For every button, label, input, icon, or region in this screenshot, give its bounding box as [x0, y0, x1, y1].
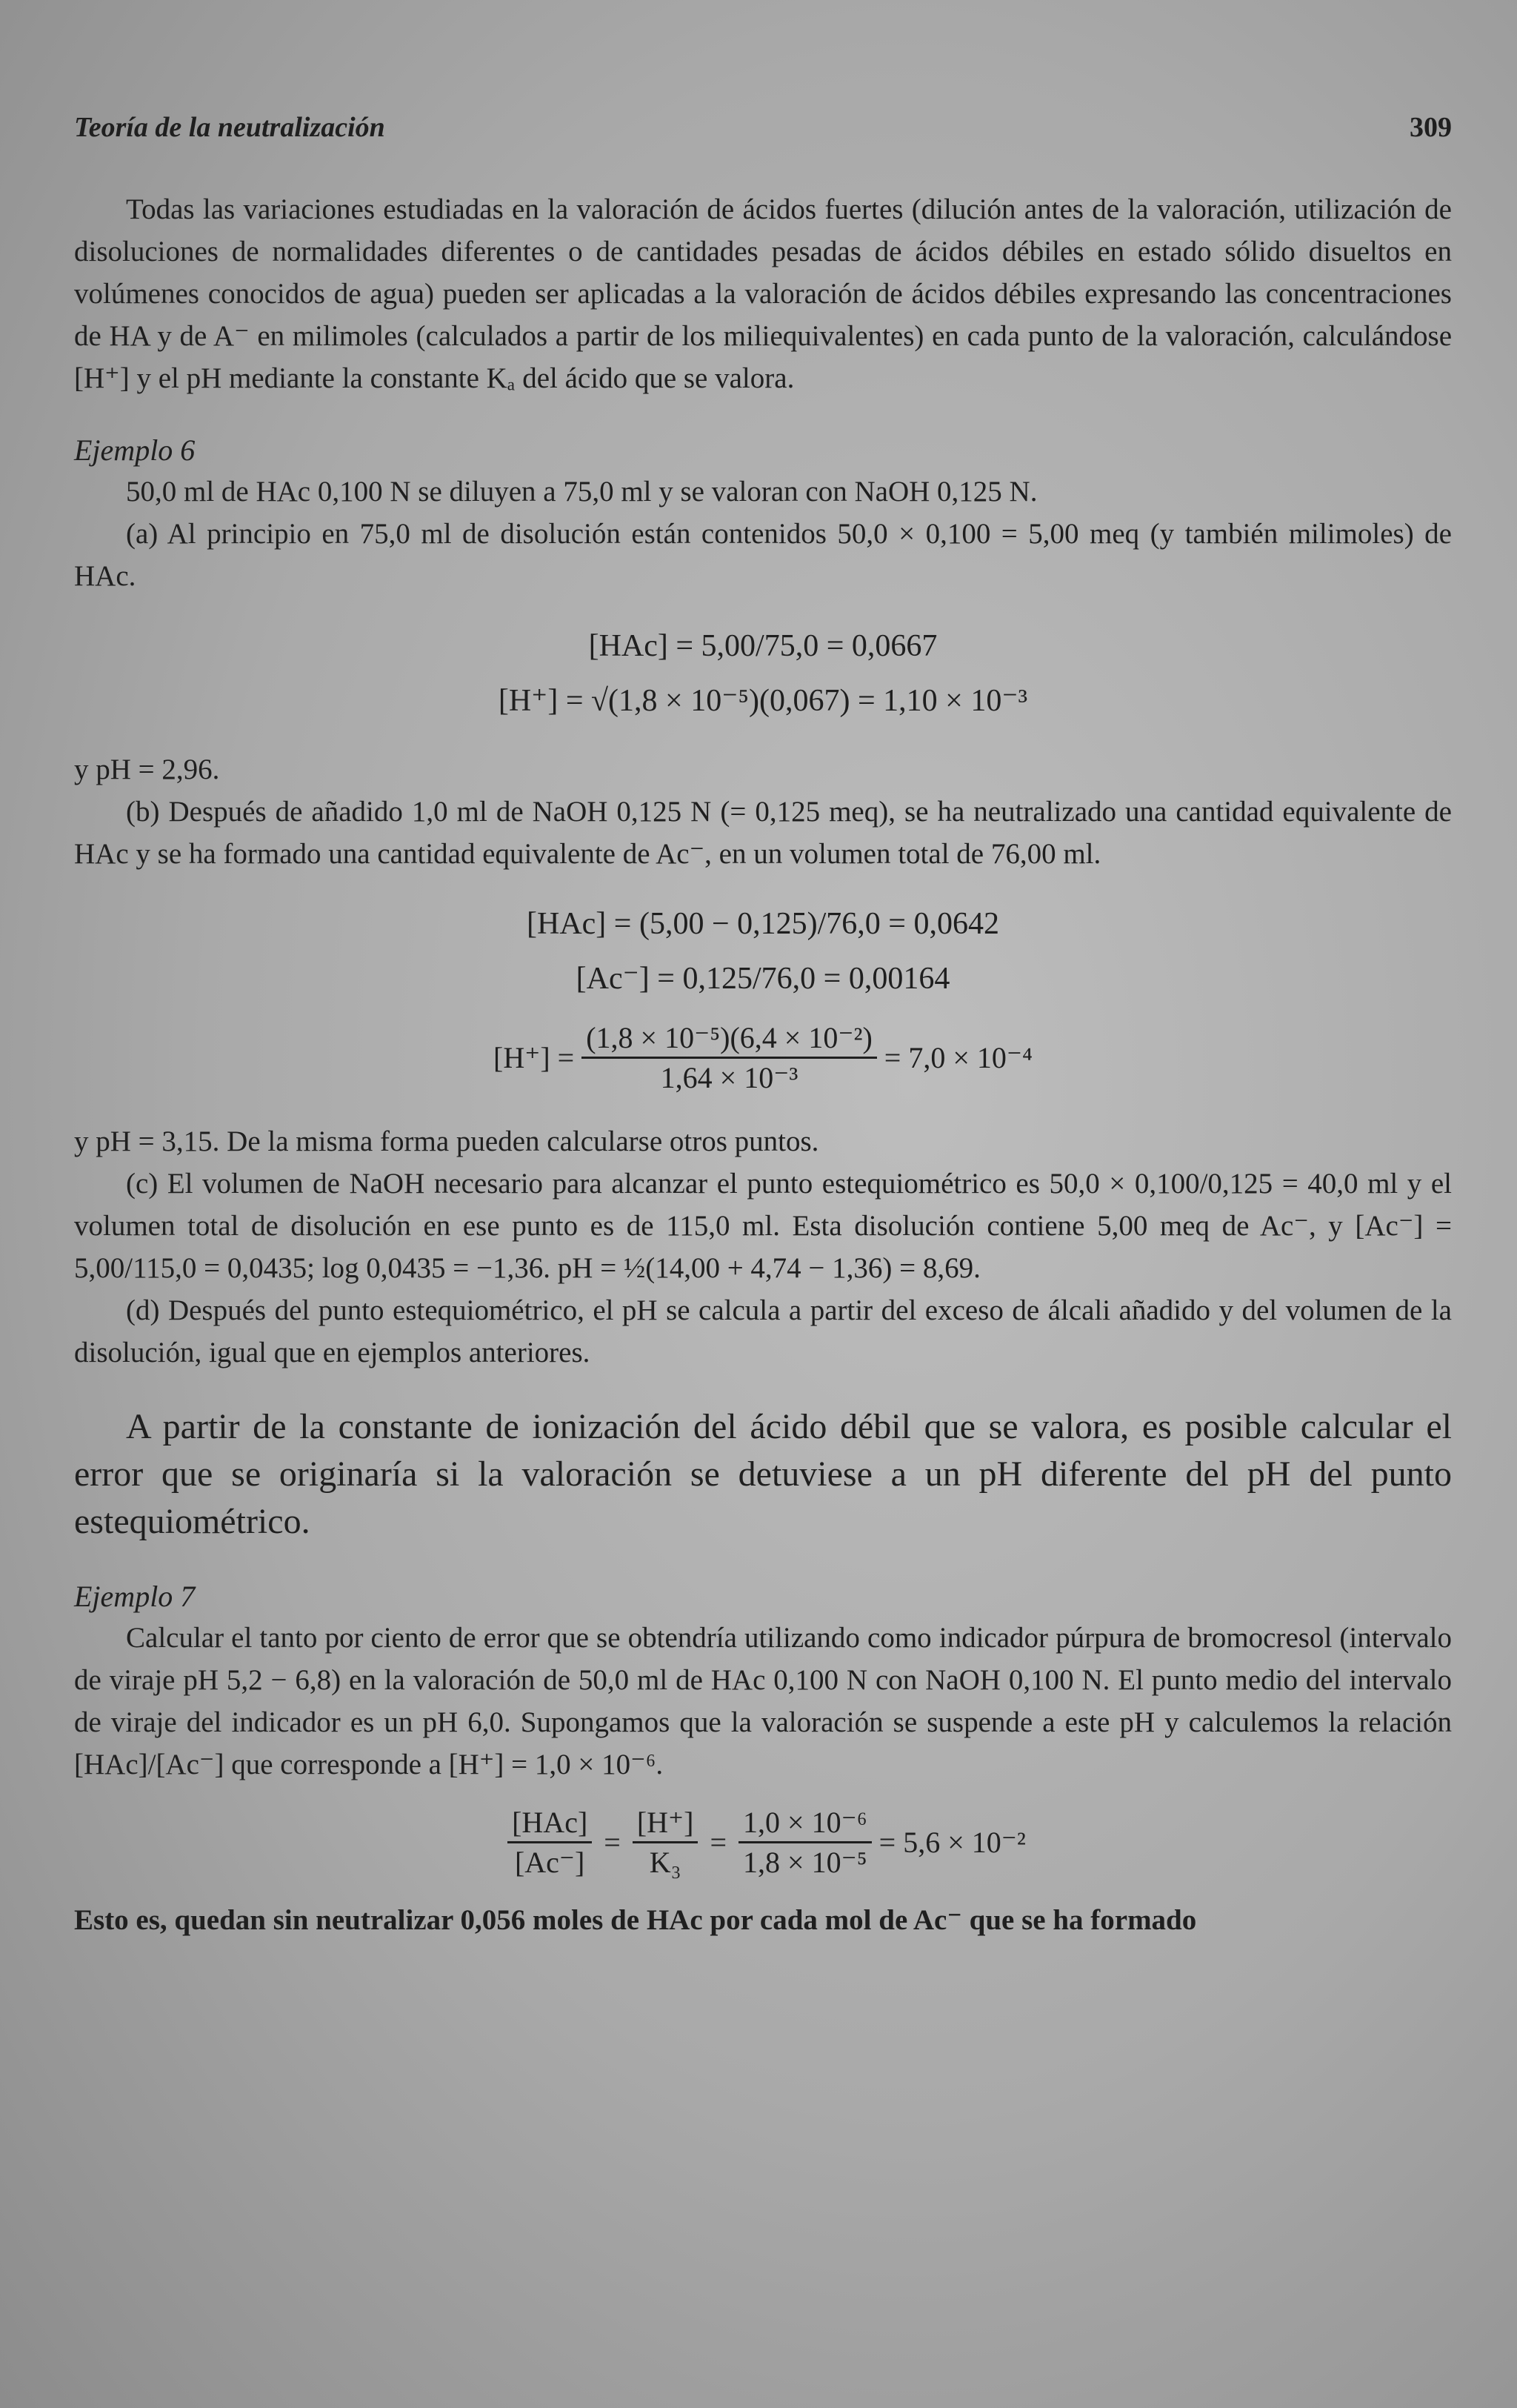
fraction-denominator: 1,8 × 10⁻⁵	[743, 1846, 867, 1879]
example-6-part-d: (d) Después del punto estequiométrico, el pH se calcula a partir del exceso de álcali añadido y del volumen de la disolución, igual que en ejemplos anteriores.	[74, 1294, 1452, 1368]
fraction-denominator: [Ac⁻]	[514, 1846, 585, 1879]
intro-paragraph: Todas las variaciones estudiadas en la valoración de ácidos fuertes (dilución antes de la valoración, utilización de disoluciones de normalidades diferentes o de cantidades pesadas de ácidos débiles en estado sólido disueltos en volúmenes conocidos de agua) pueden ser aplicadas a la valoración de ácidos débiles expresando las concentraciones de HA y de A⁻ en milimoles (calculados a partir de los miliequivalentes) en cada punto de la valoración, calculándose [H⁺] y el pH mediante la constante Kₐ del ácido que se valora.	[74, 193, 1452, 394]
fraction-denominator: K₃	[649, 1846, 681, 1879]
page-content	[74, 111, 1452, 1941]
equation-h-b-rhs: = 7,0 × 10⁻⁴	[884, 1041, 1033, 1074]
ratio-result: = 5,6 × 10⁻²	[878, 1826, 1026, 1859]
fraction-hac-ac	[507, 1805, 592, 1880]
lead-paragraph: A partir de la constante de ionización del ácido débil que se valora, es posible calcular el error que se originaría si la valoración se detuviese a un pH diferente del pH del punto estequiométrico.	[74, 1407, 1452, 1541]
equation-ac-b: [Ac⁻] = 0,125/76,0 = 0,00164	[576, 962, 950, 996]
result-b: y pH = 3,15. De la misma forma pueden calcularse otros puntos.	[74, 1125, 819, 1157]
equations-a	[74, 624, 1452, 723]
result-a: y pH = 2,96.	[74, 754, 220, 785]
fraction-numerator: 1,0 × 10⁻⁶	[739, 1805, 872, 1843]
running-header	[74, 111, 1452, 144]
fraction-h-b	[581, 1020, 877, 1095]
equation-h-a: [H⁺] = √(1,8 × 10⁻⁵)(0,067) = 1,10 × 10⁻³	[498, 684, 1028, 718]
fraction-values	[739, 1805, 872, 1880]
equals-sign: =	[604, 1826, 621, 1859]
example-6-part-b: (b) Después de añadido 1,0 ml de NaOH 0,125 N (= 0,125 meq), se ha neutralizado una cantidad equivalente de HAc y se ha formado una cantidad equivalente de Ac⁻, en un volumen total de 76,00 ml.	[74, 796, 1452, 870]
example-6-statement: 50,0 ml de HAc 0,100 N se diluyen a 75,0 ml y se valoran con NaOH 0,125 N.	[126, 476, 1038, 508]
equation-hac-a: [HAc] = 5,00/75,0 = 0,0667	[588, 629, 938, 663]
fraction-h-ka	[633, 1805, 699, 1880]
example-7-title: Ejemplo 7	[74, 1580, 196, 1613]
equation-ratio	[74, 1805, 1452, 1880]
fraction-denominator: 1,64 × 10⁻³	[660, 1061, 798, 1094]
chapter-title: Teoría de la neutralización	[74, 112, 385, 143]
example-6-part-a: (a) Al principio en 75,0 ml de disolución están contenidos 50,0 × 0,100 = 5,00 meq (y también milimoles) de HAc.	[74, 518, 1452, 592]
example-7-conclusion: Esto es, quedan sin neutralizar 0,056 moles de HAc por cada mol de Ac⁻ que se ha formado	[74, 1904, 1197, 1936]
equation-h-b	[74, 1020, 1452, 1095]
example-7-statement: Calcular el tanto por ciento de error que se obtendría utilizando como indicador púrpura de bromocresol (intervalo de viraje pH 5,2 − 6,8) en la valoración de 50,0 ml de HAc 0,100 N con NaOH 0,100 N. El punto medio del intervalo de viraje del indicador es un pH 6,0. Supongamos que la valoración se suspende a este pH y calculemos la relación [HAc]/[Ac⁻] que corresponde a [H⁺] = 1,0 × 10⁻⁶.	[74, 1622, 1452, 1780]
example-6-part-c: (c) El volumen de NaOH necesario para alcanzar el punto estequiométrico es 50,0 × 0,100/0,125 = 40,0 ml y el volumen total de disolución en ese punto es de 115,0 ml. Esta disolución contiene 5,00 meq de Ac⁻, y [Ac⁻] = 5,00/115,0 = 0,0435; log 0,0435 = −1,36. pH = ½(14,00 + 4,74 − 1,36) = 8,69.	[74, 1168, 1452, 1284]
fraction-numerator: (1,8 × 10⁻⁵)(6,4 × 10⁻²)	[581, 1020, 877, 1059]
example-6-title: Ejemplo 6	[74, 433, 196, 467]
equals-sign: =	[710, 1826, 727, 1859]
equation-h-b-lhs: [H⁺] =	[493, 1041, 575, 1074]
equations-b	[74, 902, 1452, 1095]
equation-hac-b: [HAc] = (5,00 − 0,125)/76,0 = 0,0642	[527, 907, 999, 941]
fraction-numerator: [H⁺]	[633, 1805, 699, 1843]
page-number: 309	[1410, 112, 1452, 143]
fraction-numerator: [HAc]	[507, 1805, 592, 1843]
